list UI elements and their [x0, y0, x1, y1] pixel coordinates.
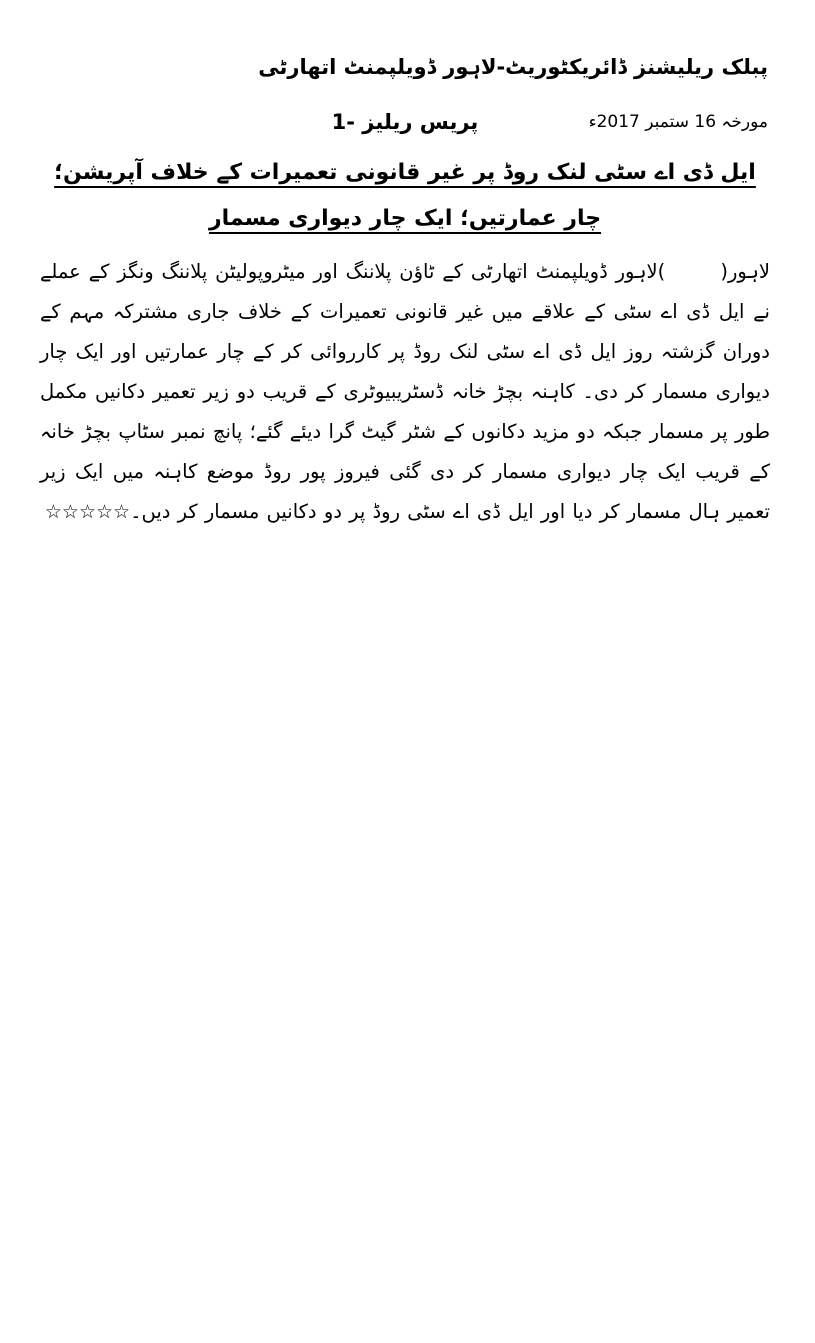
- release-label: پریس ریلیز -1: [331, 110, 479, 134]
- org-title: پبلک ریلیشنز ڈائریکٹوریٹ-لاہور ڈویلپمنٹ اتھارٹی: [258, 55, 768, 79]
- date-line: مورخہ 16 ستمبر 2017ء: [588, 112, 768, 132]
- meta-row: [40, 102, 770, 142]
- end-stars: ☆☆☆☆☆: [44, 501, 131, 523]
- headline: ایل ڈی اے سٹی لنک روڈ پر غیر قانونی تعمیرات کے خلاف آپریشن؛ چار عمارتیں؛ ایک چار دیواری مسمار: [54, 160, 756, 231]
- body-paragraph: [40, 252, 770, 532]
- body-paragraph-text: لاہور( )لاہور ڈویلپمنٹ اتھارٹی کے ٹاؤن پلاننگ اور میٹروپولیٹن پلاننگ ونگز کے عملے نے ایل ڈی اے سٹی کے علاقے میں غیر قانونی تعمیرات کے خلاف جاری مشترکہ مہم کے دوران گزشتہ روز ایل ڈی اے سٹی لنک روڈ پر کارروائی کر کے چار عمارتیں اور ایک چار دیواری مسمار کر دی۔ کاہنہ بچڑ خانہ ڈسٹریبیوٹری کے قریب دو زیر تعمیر دکانیں مکمل طور پر مسمار جبکہ دو مزید دکانوں کے شٹر گیٹ گرا دیئے گئے؛ پانچ نمبر سٹاپ بچڑ خانہ کے قریب ایک چار دیواری مسمار کر دی گئی فیروز پور روڈ موضع کاہنہ میں ایک زیر تعمیر ہال مسمار کر دیا اور ایل ڈی اے سٹی روڈ پر دو دکانیں مسمار کر دیں۔: [40, 260, 770, 523]
